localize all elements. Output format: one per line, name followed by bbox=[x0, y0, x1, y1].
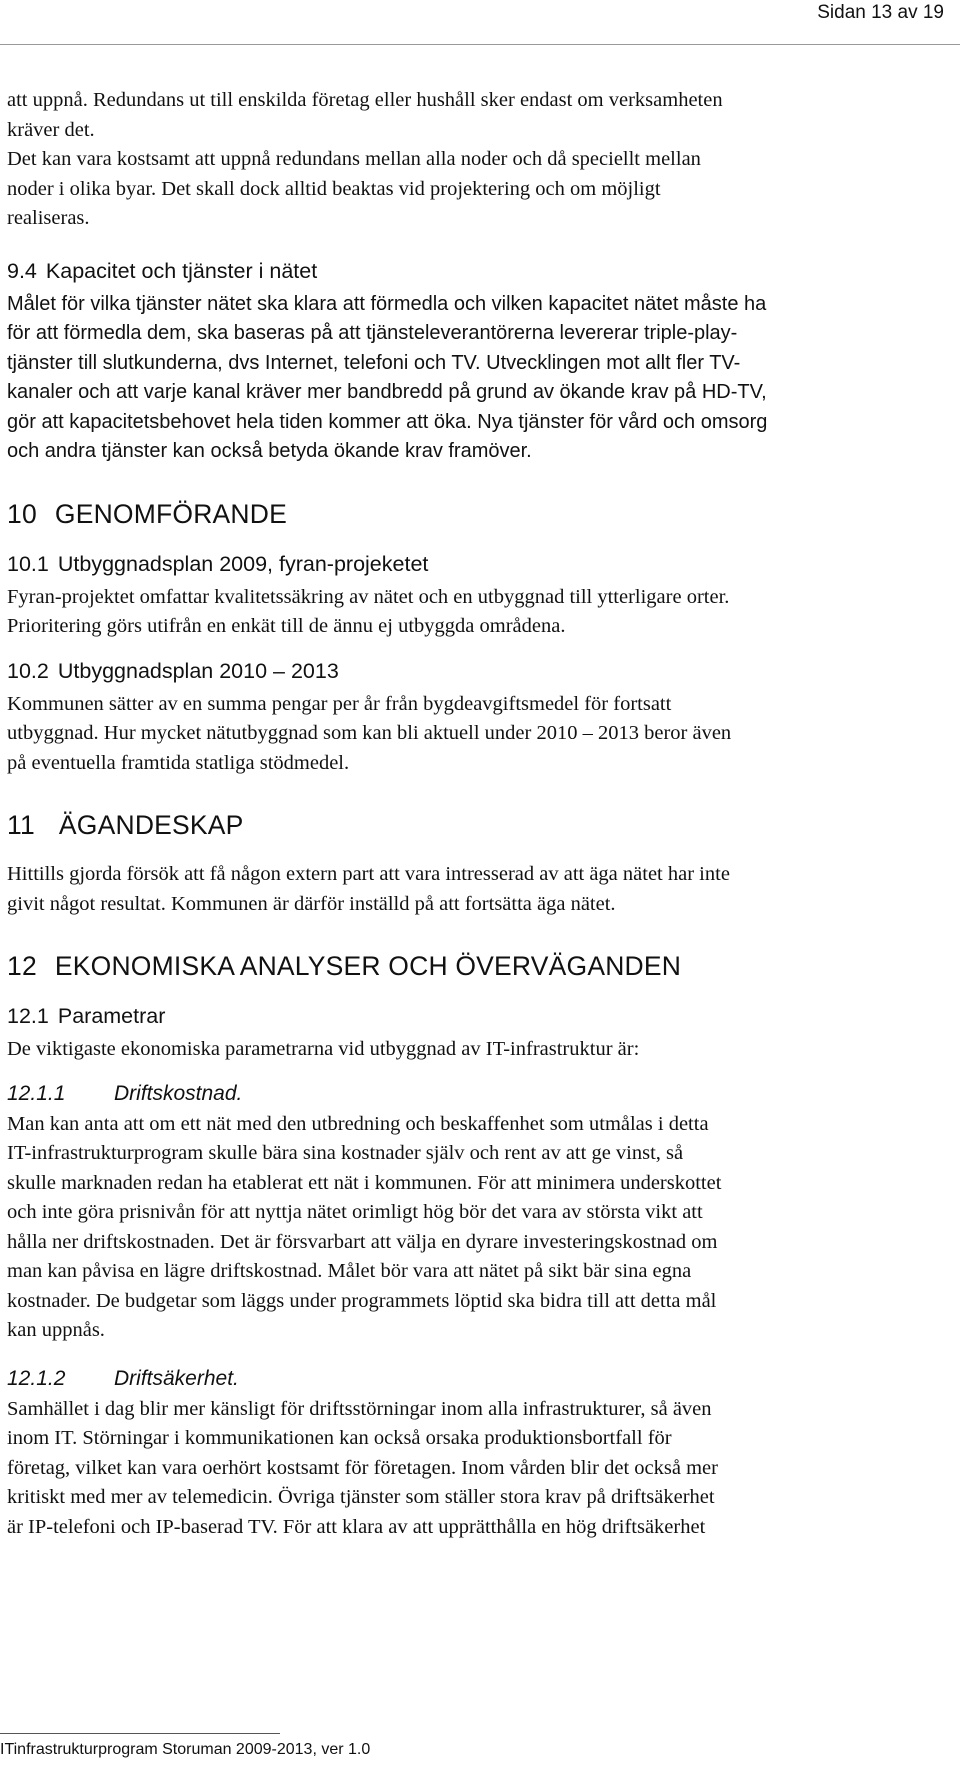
section-9-4-body: Målet för vilka tjänster nätet ska klara att förmedla och vilken kapacitet nätet måste ha för att förmedla dem, ska baseras på att tjänsteleverantörerna levererar triple-play- tjänster till slutkunderna, dvs Internet, telefoni och TV. Utvecklingen mot allt fler TV- kanaler och att varje kanal kräver mer bandbredd på grund av ökande krav på HD-TV, gör att kapacitetsbehovet hela tiden kommer att öka. Nya tjänster för vård och omsorg och andra tjänster kan också betyda ökande krav framöver. bbox=[7, 292, 768, 462]
heading-12-1-1 bbox=[7, 1079, 943, 1108]
heading-title: GENOMFÖRANDE bbox=[54, 498, 287, 529]
section-12-1-1-body: Man kan anta att om ett nät med den utbredning och beskaffenhet som utmålas i detta IT-infrastrukturprogram skulle bära sina kostnader själv och rent av att ge vinst, så skulle marknaden redan ha etablerat ett nät i kommunen. För att minimera underskottet och inte göra prisnivån för att nyttja nätet orimligt hög bör det vara av största vikt att hålla ner driftskostnaden. Det är försvarbart att välja en dyrare investeringskostnad om man kan påvisa en lägre driftskostnad. Målet bör vara att nätet på sikt bär sina egna kostnader. De budgetar som läggs under programmets löptid ska bidra till att detta mål kan uppnås. bbox=[7, 1112, 722, 1341]
footer-divider bbox=[0, 1733, 280, 1734]
heading-title: Utbyggnadsplan 2009, fyran-projeketet bbox=[57, 551, 429, 576]
heading-title: EKONOMISKA ANALYSER OCH ÖVERVÄGANDEN bbox=[54, 951, 682, 981]
heading-number: 10.2 bbox=[7, 658, 49, 683]
section-10-1-body: Fyran-projektet omfattar kvalitetssäkring av nätet och en utbyggnad till ytterligare orter. Prioritering görs utifrån en enkät till de ännu ej utbyggda områdena. bbox=[7, 585, 730, 637]
section-12-1-2-body: Samhället i dag blir mer känsligt för driftsstörningar inom alla infrastrukturer, så även inom IT. Störningar i kommunikationen kan också orsaka produktionsbortfall för företag, vilket kan vara oerhört kostsamt för företagen. Inom vården blir det också mer kritiskt med mer av telemedicin. Övriga tjänster som ställer stora krav på driftsäkerhet är IP-telefoni och IP-baserad TV. För att klara av att upprätthålla en hög driftsäkerhet bbox=[7, 1397, 718, 1538]
heading-number: 10.1 bbox=[7, 551, 49, 576]
intro-paragraph: att uppnå. Redundans ut till enskilda företag eller hushåll sker endast om verksamheten kräver det. Det kan vara kostsamt att uppnå redundans mellan alla noder och då speciellt mellan noder i olika byar. Det skall dock alltid beaktas vid projektering och om möjligt realiseras. bbox=[7, 89, 723, 229]
heading-12 bbox=[7, 949, 943, 983]
heading-number: 11 bbox=[7, 810, 35, 840]
section-10-2-body: Kommunen sätter av en summa pengar per år från bygdeavgiftsmedel för fortsatt utbyggnad. Hur mycket nätutbyggnad som kan bli aktuell under 2010 – 2013 beror även på eventuella framtida statliga stödmedel. bbox=[7, 692, 732, 774]
heading-11 bbox=[7, 808, 943, 842]
heading-number: 12.1.1 bbox=[7, 1081, 66, 1105]
heading-title: Parametrar bbox=[57, 1004, 166, 1028]
heading-number: 12.1 bbox=[7, 1004, 49, 1028]
heading-number: 12.1.2 bbox=[7, 1366, 66, 1390]
heading-title: Driftsäkerhet. bbox=[114, 1366, 239, 1390]
heading-title: Utbyggnadsplan 2010 – 2013 bbox=[57, 658, 339, 683]
document-body bbox=[7, 86, 943, 1542]
heading-12-1 bbox=[7, 1001, 943, 1031]
heading-title: Kapacitet och tjänster i nätet bbox=[45, 258, 318, 283]
heading-number: 12 bbox=[7, 951, 37, 981]
heading-title: Driftskostnad. bbox=[114, 1081, 243, 1105]
header-divider bbox=[0, 44, 960, 45]
heading-title: ÄGANDESKAP bbox=[58, 810, 244, 840]
heading-10-2 bbox=[7, 656, 943, 686]
section-12-1-body: De viktigaste ekonomiska parametrarna vid utbyggnad av IT-infrastruktur är: bbox=[7, 1038, 640, 1060]
heading-10 bbox=[7, 497, 943, 531]
section-11-body: Hittills gjorda försök att få någon extern part att vara intresserad av att äga nätet har inte givit något resultat. Kommunen är därför inställd på att fortsätta äga nätet. bbox=[7, 863, 730, 915]
footer-text: ITinfrastrukturprogram Storuman 2009-2013, ver 1.0 bbox=[0, 1741, 371, 1758]
heading-12-1-2 bbox=[7, 1364, 943, 1393]
heading-number: 9.4 bbox=[7, 258, 37, 283]
heading-10-1 bbox=[7, 549, 943, 579]
heading-9-4 bbox=[7, 256, 943, 286]
page-number: Sidan 13 av 19 bbox=[817, 2, 944, 23]
heading-number: 10 bbox=[7, 498, 37, 529]
